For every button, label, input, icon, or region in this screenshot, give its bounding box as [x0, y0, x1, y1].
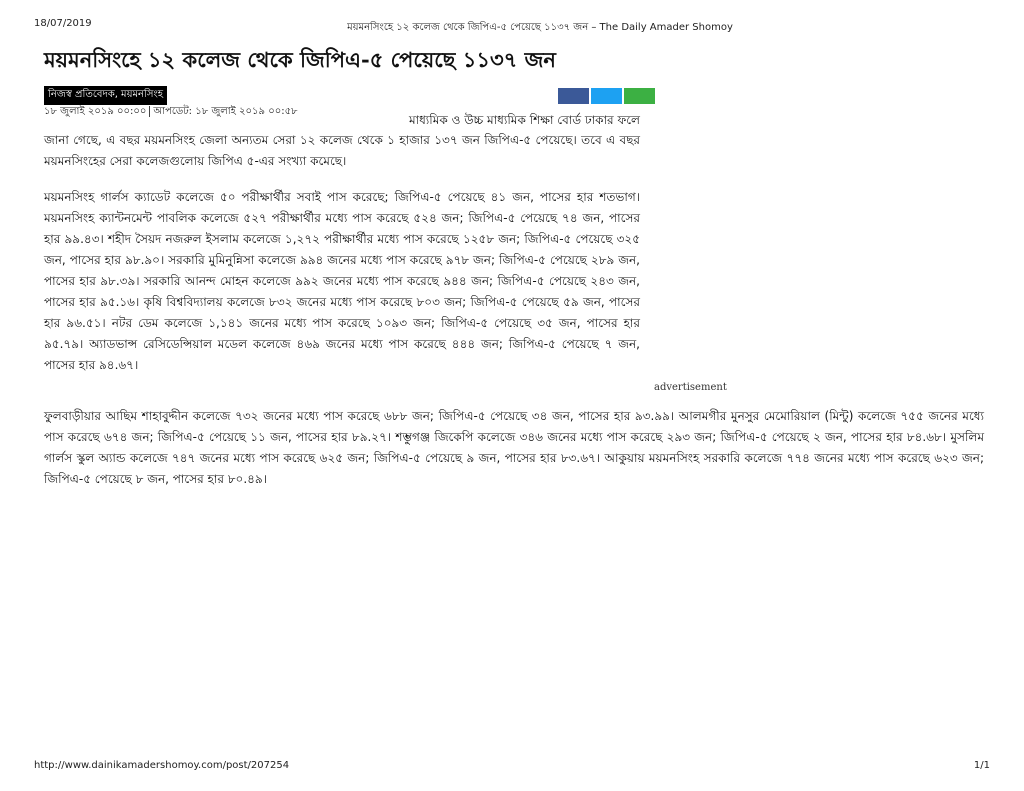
updated-time: আপডেট: ১৮ জুলাই ২০১৯ ০০:৫৮: [153, 106, 298, 117]
published-time: ১৮ জুলাই ২০১৯ ০০:০০: [44, 106, 147, 117]
share-buttons: [558, 88, 655, 104]
lead-paragraph: জানা গেছে, এ বছর ময়মনসিংহ জেলা অন্যতম সেরা ১২ কলেজ থেকে ১ হাজার ১৩৭ জন জিপিএ-৫ পেয়েছে। তবে এ বছর ময়মনসিংহের সেরা কলেজগুলোয় জিপিএ ৫-এর সংখ্যা কমেছে।: [44, 133, 640, 168]
whatsapp-share-button[interactable]: [624, 88, 655, 104]
print-footer-url: http://www.dainikamadershomoy.com/post/207254: [34, 760, 290, 771]
advertisement-label: advertisement: [654, 382, 727, 393]
facebook-share-button[interactable]: [558, 88, 589, 104]
lead-first-line: মাধ্যমিক ও উচ্চ মাধ্যমিক শিক্ষা বোর্ড ঢাকার ফলে: [408, 113, 640, 127]
twitter-share-button[interactable]: [591, 88, 622, 104]
dateline-divider: [149, 106, 150, 117]
body-paragraph-3: ফুলবাড়ীয়ার আছিম শাহাবুদ্দীন কলেজে ৭৩২ জনের মধ্যে পাস করেছে ৬৮৮ জন; জিপিএ-৫ পেয়েছে ৩৪ জন, পাসের হার ৯৩.৯৯। আলমগীর মুনসুর মেমোরিয়াল (মিন্টু) কলেজে ৭৫৫ জনের মধ্যে পাস করেছে ৬৭৪ জন; জিপিএ-৫ পেয়েছে ১১ জন, পাসের হার ৮৯.২৭। শম্ভুগঞ্জ জিকেপি কলেজে ৩৪৬ জনের মধ্যে পাস করেছে ২৯৩ জন; জিপিএ-৫ পেয়েছে ২ জন, পাসের হার ৮৪.৬৮। মুসলিম গার্লস স্কুল অ্যান্ড কলেজে ৭৪৭ জনের মধ্যে পাস করেছে ৬২৫ জন; জিপিএ-৫ পেয়েছে ৯ জন, পাসের হার ৮৩.৬৭। আকুয়ায় ময়মনসিংহ সরকারি কলেজে ৭৭৪ জনের মধ্যে পাস করেছে ৬২৩ জন; জিপিএ-৫ পেয়েছে ৮ জন, পাসের হার ৮০.৪৯।: [44, 409, 984, 486]
byline-badge: নিজস্ব প্রতিবেদক, ময়মনসিংহ: [44, 86, 167, 105]
print-page-title: ময়মনসিংহে ১২ কলেজ থেকে জিপিএ-৫ পেয়েছে ১১৩৭ জন – The Daily Amader Shomoy: [347, 22, 733, 33]
dateline: [44, 104, 298, 121]
print-date: 18/07/2019: [34, 18, 92, 29]
body-paragraph-2: ময়মনসিংহ গার্লস ক্যাডেট কলেজে ৫০ পরীক্ষার্থীর সবাই পাস করেছে; জিপিএ-৫ পেয়েছে ৪১ জন, পাসের হার শতভাগ। ময়মনসিংহ ক্যান্টনমেন্ট পাবলিক কলেজে ৫২৭ পরীক্ষার্থীর মধ্যে পাস করেছে ৫২৪ জন; জিপিএ-৫ পেয়েছে ৭৪ জন, পাসের হার ৯৯.৪৩। শহীদ সৈয়দ নজরুল ইসলাম কলেজে ১,২৭২ পরীক্ষার্থীর মধ্যে পাস করেছে ১২৫৮ জন; জিপিএ-৫ পেয়েছে ৩২৫ জন, পাসের হার ৯৮.৯০। সরকারি মুমিনুন্নিসা কলেজে ৯৯৪ জনের মধ্যে পাস করেছে ৯৭৮ জন; জিপিএ-৫ পেয়েছে ২৮৯ জন, পাসের হার ৯৮.৩৯। সরকারি আনন্দ মোহন কলেজে ৯৯২ জনের মধ্যে পাস করেছে ৯৪৪ জন; জিপিএ-৫ পেয়েছে ২৪৩ জন, পাসের হার ৯৫.১৬। কৃষি বিশ্ববিদ্যালয় কলেজে ৮৩২ জনের মধ্যে পাস করেছে ৮০৩ জন; জিপিএ-৫ পেয়েছে ৫৯ জন, পাসের হার ৯৬.৫১। নটর ডেম কলেজে ১,১৪১ জনের মধ্যে পাস করেছে ১০৯৩ জন; জিপিএ-৫ পেয়েছে ৩৫ জন, পাসের হার ৯৫.৭৯। অ্যাডভান্স রেসিডেন্সিয়াল মডেল কলেজে ৪৬৯ জনের মধ্যে পাস করেছে ৪৪৪ জন; জিপিএ-৫ পেয়েছে ৭ জন, পাসের হার ৯৪.৬৭।: [44, 190, 640, 372]
print-page-number: 1/1: [973, 760, 990, 771]
article-headline: ময়মনসিংহে ১২ কলেজ থেকে জিপিএ-৫ পেয়েছে ১১৩৭ জন: [44, 47, 556, 72]
